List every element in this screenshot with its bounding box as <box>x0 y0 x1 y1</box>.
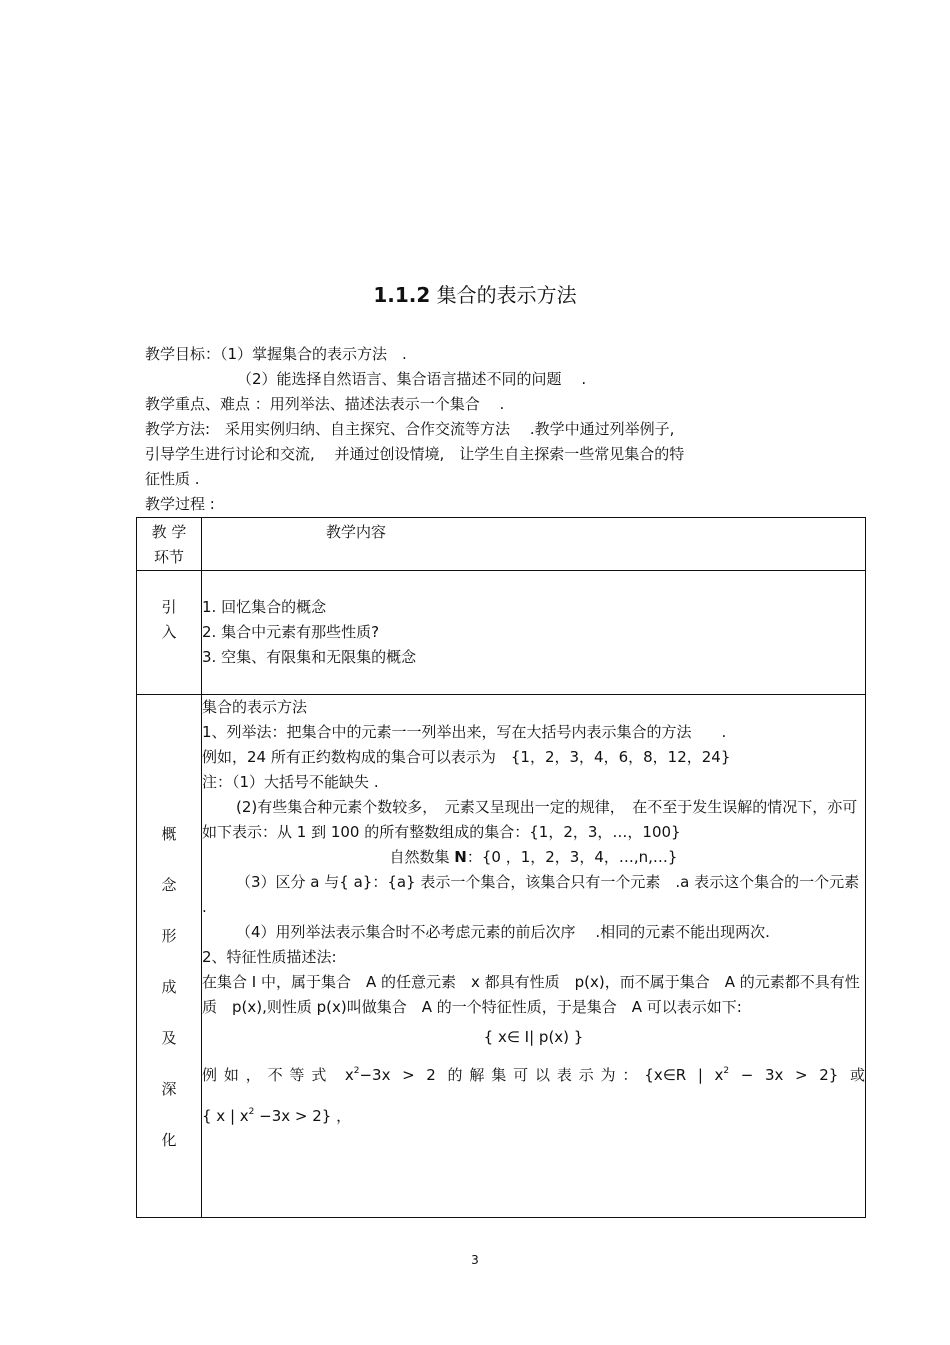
example-mid: −3x > 2 的解集可以表示为：{x∈R | x <box>359 1066 724 1084</box>
table-header-row <box>137 518 866 571</box>
method-line-2: 引导学生进行讨论和交流, 并通过创设情境, 让学生自主探索一些常见集合的特 <box>145 445 685 463</box>
listing-example: 例如，24 所有正约数构成的集合可以表示为 {1，2，3，4，6，8，12，24} <box>202 748 731 766</box>
exponent: 2 <box>723 1066 730 1076</box>
section-concept-content <box>202 695 866 1218</box>
inequality-example <box>202 1054 865 1092</box>
key-points-line: 教学重点、难点 ：用列举法、描述法表示一个集合 . <box>145 395 505 413</box>
listing-definition: 1、列举法：把集合中的元素一一列举出来，写在大括号内表示集合的方法 . <box>202 723 727 741</box>
note-2: (2)有些集合种元素个数较多， 元素又呈现出一定的规律， 在不至于发生误解的情况下，亦可如下表示：从 1 到 100 的所有整数组成的集合：{1，2，3，…，100} <box>202 798 858 841</box>
description-definition: 在集合 I 中，属于集合 A 的任意元素 x 都具有性质 p(x)，而不属于集合 A 的元素都不具有性质 p(x),则性质 p(x)叫做集合 A 的一个特征性质，于是集合 A 可以表示如下: <box>202 973 860 1016</box>
description-heading: 2、特征性质描述法: <box>202 948 337 966</box>
note-3: （3）区分 a 与{ a}：{a} 表示一个集合，该集合只有一个元素 .a 表示这个集合的一个元素 . <box>202 873 860 916</box>
page-number: 3 <box>471 1253 479 1267</box>
naturals-line <box>202 845 865 870</box>
section-intro-label-2: 入 <box>161 623 177 641</box>
section-intro-content <box>202 571 866 695</box>
method-line-3: 征性质 . <box>145 470 200 488</box>
header-col1 <box>137 518 202 571</box>
concept-label-2: 念 <box>161 876 177 894</box>
header-col2 <box>202 518 866 571</box>
concept-label-5: 及 <box>161 1029 177 1047</box>
concept-label-1: 概 <box>161 825 177 843</box>
section-intro-row <box>137 571 866 695</box>
section-intro-label <box>137 571 202 695</box>
concept-label-4: 成 <box>161 978 177 996</box>
note-4: （4）用列举法表示集合时不必考虑元素的前后次序 .相同的元素不能出现两次. <box>236 923 770 941</box>
concept-heading: 集合的表示方法 <box>202 698 308 716</box>
method-line-1: 教学方法: 采用实例归纳、自主探究、合作交流等方法 .教学中通过列举例子, <box>145 420 675 438</box>
example-tail: − 3x > 2} 或 <box>729 1066 865 1084</box>
list-item: 2. 集合中元素有那些性质? <box>202 623 380 641</box>
header-col2-text: 教学内容 <box>326 523 387 541</box>
section-intro-label-1: 引 <box>161 598 177 616</box>
header-col1-line1: 教 学 <box>151 523 187 541</box>
goal-line-1: 教学目标：（1）掌握集合的表示方法 . <box>145 345 407 363</box>
list-item: 3. 空集、有限集和无限集的概念 <box>202 648 417 666</box>
naturals-set: ：{0 ，1，2，3，4，…,n,…} <box>466 848 678 866</box>
naturals-prefix: 自然数集 <box>389 848 455 866</box>
concept-label-3: 形 <box>161 927 177 945</box>
example2-tail: −3x > 2} ， <box>254 1107 352 1125</box>
exponent: 2 <box>353 1066 360 1076</box>
page-title <box>0 281 950 309</box>
section-concept-label <box>137 695 202 1218</box>
note-1: 注：（1）大括号不能缺失 . <box>202 773 379 791</box>
list-item: 1. 回忆集合的概念 <box>202 598 327 616</box>
concept-label-7: 化 <box>161 1131 177 1149</box>
naturals-symbol: N <box>454 848 467 866</box>
inequality-example-2 <box>202 1092 865 1136</box>
goal-line-2: （2）能选择自然语言、集合语言描述不同的问题 . <box>237 370 587 388</box>
example-prefix: 例如，不等式 x <box>202 1066 354 1084</box>
process-line: 教学过程 : <box>145 495 215 513</box>
header-col1-line2: 环节 <box>153 548 184 566</box>
example2-prefix: { x | x <box>202 1107 249 1125</box>
set-builder-formula: { x∈ I| p(x) } <box>483 1028 584 1046</box>
teaching-table <box>136 517 866 1218</box>
concept-label-6: 深 <box>161 1080 177 1098</box>
section-concept-row <box>137 695 866 1218</box>
title-text: 集合的表示方法 <box>436 283 577 307</box>
exponent: 2 <box>248 1107 255 1117</box>
title-number: 1.1.2 <box>373 283 431 307</box>
